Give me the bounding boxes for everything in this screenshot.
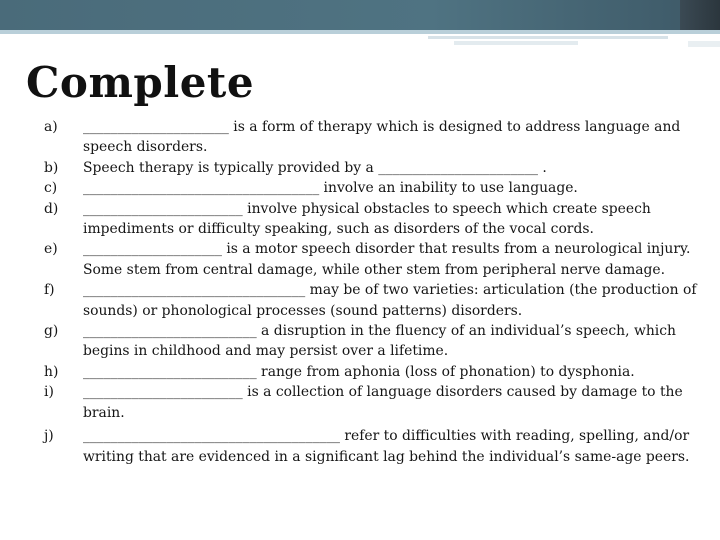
item-text: _______________________ involve physical obstacles to speech which create speech impediments or difficulty speaking, such as disorders of the vocal cords.: [83, 200, 651, 238]
item-marker: b): [44, 159, 59, 176]
item-text: __________________________________ involve an inability to use language.: [83, 180, 578, 197]
item-marker: d): [44, 200, 59, 217]
list-item: [44, 362, 702, 382]
item-text: _________________________ a disruption in the fluency of an individual’s speech, which begins in childhood and may persist over a lifetime.: [83, 323, 676, 360]
item-marker: f): [44, 282, 55, 299]
slide-title: Complete: [26, 58, 255, 107]
item-text: ________________________________ may be of two varieties: articulation (the production of sounds) or phonological processes (sound patterns) disorders.: [83, 282, 697, 319]
list-item: [44, 117, 702, 158]
list-item: [44, 382, 702, 423]
header-decoration: [0, 0, 720, 34]
list-item: [44, 158, 702, 178]
header-stripe: [688, 41, 720, 47]
item-text: _____________________________________ refer to difficulties with reading, spelling, and/or writing that are evidenced in a significant lag behind the individual’s same-age peers.: [83, 428, 690, 465]
list-item: [44, 178, 702, 198]
header-bar: [0, 0, 720, 30]
item-text: _________________________ range from aphonia (loss of phonation) to dysphonia.: [83, 363, 635, 380]
header-underline: [0, 30, 720, 34]
exercise-list: [44, 117, 702, 467]
item-marker: h): [44, 363, 59, 380]
list-item: [44, 239, 702, 280]
item-marker: i): [44, 384, 54, 401]
list-item: [44, 199, 702, 240]
header-stripe: [428, 36, 668, 39]
header-bar-accent: [680, 0, 720, 30]
item-marker: a): [44, 119, 58, 135]
item-marker: e): [44, 241, 58, 258]
item-text: _____________________ is a form of therapy which is designed to address language and speech disorders.: [83, 119, 681, 156]
item-marker: c): [44, 180, 58, 197]
item-text: Speech therapy is typically provided by a _______________________ .: [83, 159, 547, 176]
item-marker: g): [44, 323, 59, 340]
list-item: [44, 280, 702, 321]
header-stripe: [454, 41, 578, 45]
list-item: [44, 426, 702, 467]
item-marker: j): [44, 428, 54, 445]
item-text: _______________________ is a collection of language disorders caused by damage to the brain.: [83, 384, 683, 421]
list-item: [44, 321, 702, 362]
item-text: ____________________ is a motor speech disorder that results from a neurological injury. Some stem from central damage, while other stem from peripheral nerve damage.: [83, 241, 691, 278]
